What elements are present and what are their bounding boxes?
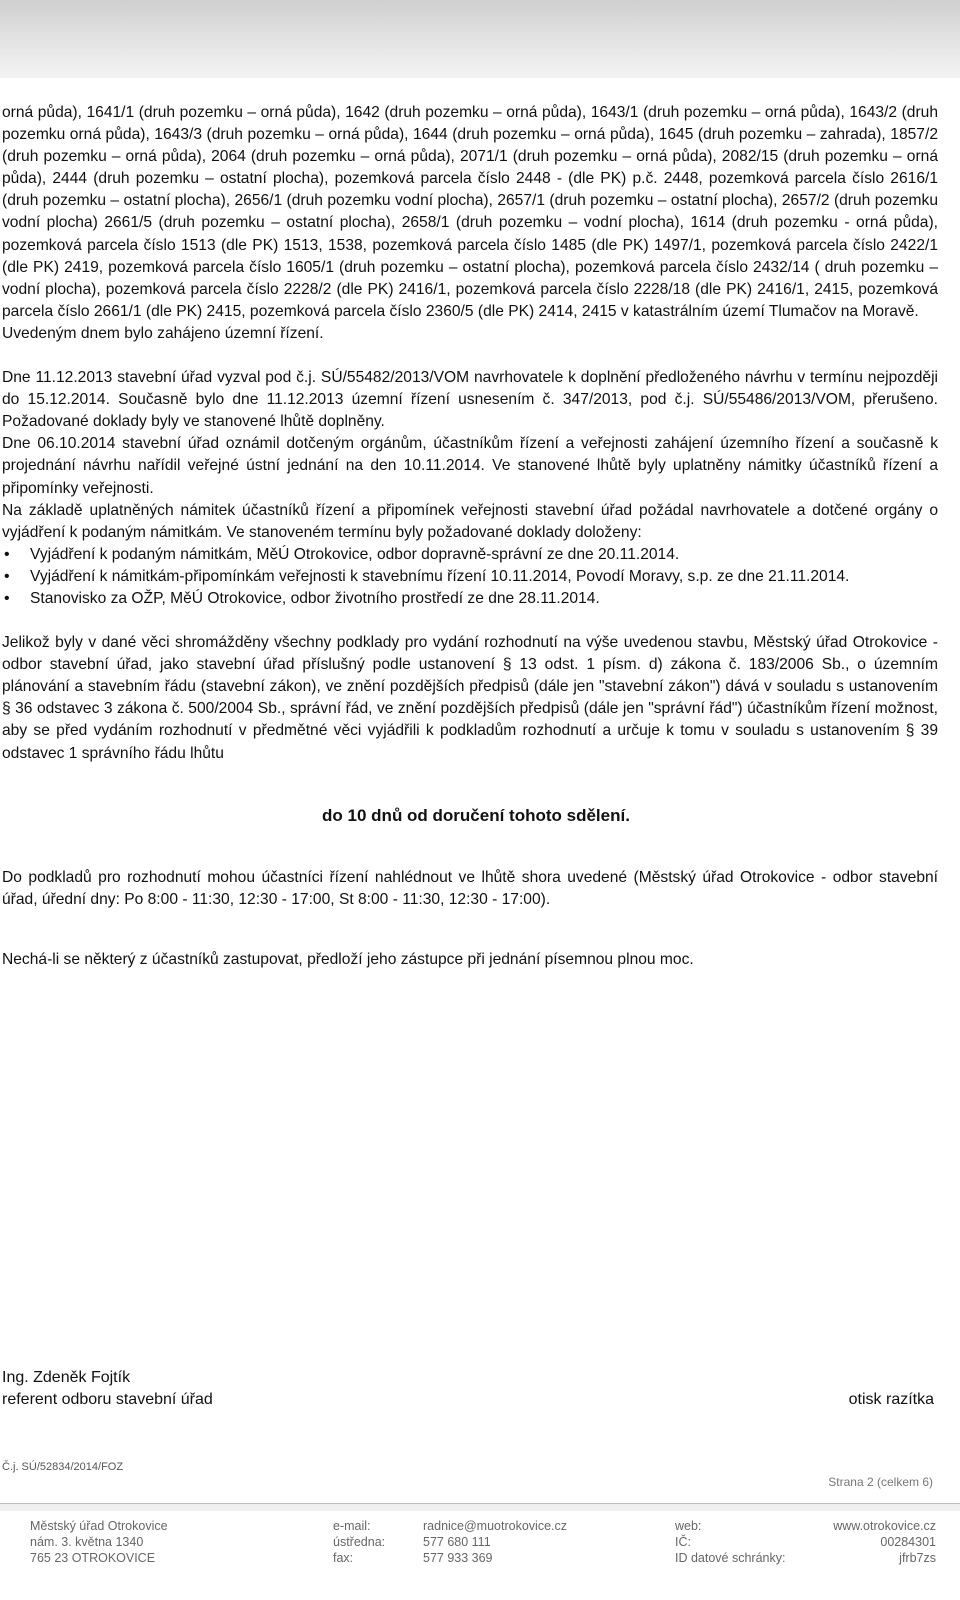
ico-label: IČ:: [675, 1535, 691, 1549]
spacer: [2, 911, 938, 933]
list-item: • Stanovisko za OŽP, MěÚ Otrokovice, odbor životního prostředí ze dne 28.11.2014.: [2, 588, 938, 610]
office-city: 765 23 OTROKOVICE: [30, 1551, 156, 1565]
spacer: [2, 765, 938, 787]
spacer: [2, 345, 938, 367]
spacer: [2, 849, 938, 867]
footer-contact-labels: [333, 1518, 385, 1566]
paragraph-completion: Dne 11.12.2013 stavební úřad vyzval pod č.j. SÚ/55482/2013/VOM navrhovatele k doplnění předloženého návrhu v termínu nejpozději do 15.12.2014. Současně bylo dne 11.12.2013 územní řízení usnesením č. 347/2013, pod č.j. SÚ/55486/2013/VOM, přerušeno. Požadované doklady byly ve stanovené lhůtě doplněny.: [2, 369, 938, 431]
document-body: [2, 102, 938, 971]
deadline-statement: do 10 dnů od doručení tohoto sdělení.: [322, 805, 630, 825]
page-number: Strana 2 (celkem 6): [828, 1475, 933, 1489]
footer-info-values: [833, 1518, 936, 1566]
office-street: nám. 3. května 1340: [30, 1535, 144, 1549]
paragraph-notification: Dne 06.10.2014 stavební úřad oznámil dotčeným orgánům, účastníkům řízení a veřejnosti zahájení územního řízení a současně k projednání návrhu nařídil veřejné ústní jednání na den 10.11.2014. Ve stanovené lhůtě byly uplatněny námitky účastníků řízení a připomínky veřejnosti.: [2, 435, 938, 497]
signatory-name: Ing. Zdeněk Fojtík: [2, 1369, 131, 1386]
paragraph-objections: Na základě uplatněných námitek účastníků řízení a připomínek veřejnosti stavební úřad požádal navrhovatele a dotčené orgány o vyjádření k podaným námitkám. Ve stanoveném termínu byly požadované doklady doloženy:: [2, 501, 938, 541]
paragraph-procedure-start: Uvedeným dnem bylo zahájeno územní řízení.: [2, 324, 324, 342]
spacer: [2, 787, 938, 805]
spacer: [2, 610, 938, 632]
phone-value: 577 680 111: [423, 1535, 491, 1549]
documents-list: [2, 544, 938, 610]
ico-value: 00284301: [880, 1535, 936, 1549]
footer-contact-values: [423, 1518, 567, 1566]
paragraph-representation: Nechá-li se některý z účastníků zastupovat, předloží jeho zástupce při jednání písemnou plnou moc.: [2, 950, 694, 968]
spacer: [2, 827, 938, 849]
fax-label: fax:: [333, 1551, 354, 1565]
paragraph-legal-basis: Jelikož byly v dané věci shromážděny všechny podklady pro vydání rozhodnutí na výše uvedenou stavbu, Městský úřad Otrokovice - odbor stavební úřad, jako stavební úřad příslušný podle ustanovení § 13 odst. 1 písm. d) zákona č. 183/2006 Sb., o územním plánování a stavebním řádu (stavební zákon), ve znění pozdějších předpisů (dále jen "stavební zákon") dává v souladu s ustanovením § 36 odstavec 3 zákona č. 500/2004 Sb., správní řád, ve znění pozdějších předpisů (dále jen "správní řád") účastníkům řízení možnost, aby se před vydáním rozhodnutí v předmětné věci vyjádřili k podkladům rozhodnutí a určuje k tomu v souladu s ustanovením § 39 odstavec 1 správního řádu lhůtu: [2, 634, 938, 762]
email-label: e-mail:: [333, 1519, 371, 1533]
web-label: web:: [675, 1519, 702, 1533]
header-band: [0, 0, 960, 78]
signature-block: [2, 1367, 938, 1411]
paragraph-inspection: Do podkladů pro rozhodnutí mohou účastníci řízení nahlédnout ve lhůtě shora uvedené (Městský úřad Otrokovice - odbor stavební úřad, úřední dny: Po 8:00 - 11:30, 12:30 - 17:00, St 8:00 - 11:30, 12:30 - 17:00).: [2, 868, 938, 908]
databox-value: jfrb7zs: [899, 1551, 936, 1565]
phone-label: ústředna:: [333, 1535, 386, 1549]
paragraph-parcels: orná půda), 1641/1 (druh pozemku – orná půda), 1642 (druh pozemku – orná půda), 1643/1 (druh pozemku – orná půda), 1643/2 (druh pozemku orná půda), 1643/3 (druh pozemku – orná půda), 1644 (druh pozemku – orná půda), 1645 (druh pozemku – zahrada), 1857/2 (druh pozemku – orná půda), 2064 (druh pozemku – orná půda), 2071/1 (druh pozemku – orná půda), 2082/15 (druh pozemku – orná půda), 2444 (druh pozemku – ostatní plocha), pozemková parcela číslo 2448 - (dle PK) p.č. 2448, pozemková parcela číslo 2616/1 (druh pozemku – ostatní plocha), 2656/1 (druh pozemku vodní plocha), 2657/1 (druh pozemku – ostatní plocha), 2657/2 (druh pozemku vodní plocha) 2661/5 (druh pozemku – ostatní plocha), 2658/1 (druh pozemku – vodní plocha), 1614 (druh pozemku - orná půda), pozemková parcela číslo 1513 (dle PK) 1513, 1538, pozemková parcela číslo 1485 (dle PK) 1497/1, pozemková parcela číslo 2422/1 (dle PK) 2419, pozemková parcela číslo 1605/1 (druh pozemku – ostatní plocha), pozemková parcela číslo 2432/14 ( druh pozemku – vodní plocha), pozemková parcela číslo 2228/2 (dle PK) 2416/1, pozemková parcela číslo 2228/18 (dle PK) 2416/1, 2415, pozemková parcela číslo 2661/1 (dle PK) 2415, pozemková parcela číslo 2360/5 (dle PK) 2414, 2415 v katastrálním území Tlumačov na Moravě.: [2, 104, 938, 320]
stamp-placeholder: otisk razítka: [848, 1391, 934, 1408]
list-item: • Vyjádření k námitkám-připomínkám veřejnosti k stavebnímu řízení 10.11.2014, Povodí Moravy, s.p. ze dne 21.11.2014.: [2, 566, 938, 588]
footer-info-labels: [675, 1518, 785, 1566]
web-value[interactable]: www.otrokovice.cz: [833, 1519, 936, 1533]
footer-divider: [0, 1503, 960, 1511]
list-item: • Vyjádření k podaným námitkám, MěÚ Otrokovice, odbor dopravně-správní ze dne 20.11.2014.: [2, 544, 938, 566]
signatory-role: referent odboru stavební úřad: [2, 1391, 213, 1408]
reference-number: Č.j. SÚ/52834/2014/FOZ: [2, 1461, 124, 1473]
databox-label: ID datové schránky:: [675, 1551, 786, 1565]
office-name: Městský úřad Otrokovice: [30, 1519, 168, 1533]
spacer: [2, 933, 938, 949]
signature-row: [2, 1389, 938, 1411]
footer-office: [30, 1518, 168, 1566]
fax-value: 577 933 369: [423, 1551, 493, 1565]
email-value[interactable]: radnice@muotrokovice.cz: [423, 1519, 567, 1533]
